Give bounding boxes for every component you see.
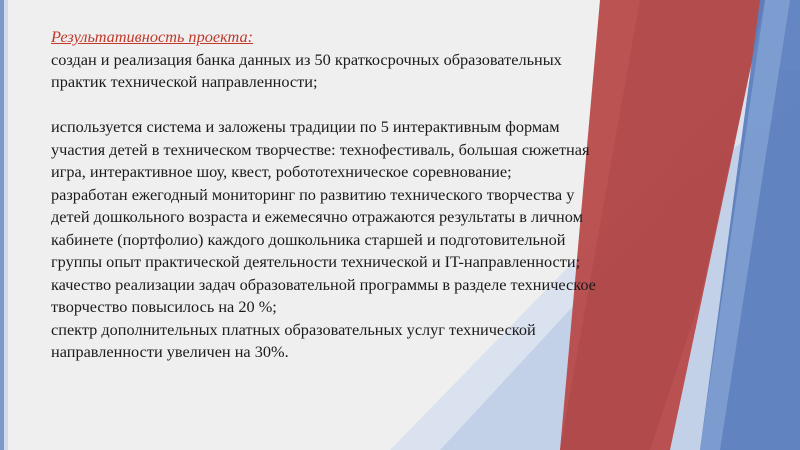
- text-line: игра, интерактивное шоу, квест, робототехническое соревнование;: [51, 162, 512, 181]
- text-line: детей дошкольного возраста и ежемесячно отражаются результаты в личном: [51, 207, 583, 226]
- text-line: творчество повысилось на 20 %;: [51, 297, 277, 316]
- text-line: спектр дополнительных платных образовательных услуг технической: [51, 319, 536, 339]
- text-line: разработан ежегодный мониторинг по развитию технического творчества у: [51, 184, 575, 204]
- slide-text: [51, 26, 751, 364]
- text-line: участия детей в техническом творчестве: технофестиваль, большая сюжетная: [51, 139, 590, 159]
- left-blue-stripe: [0, 0, 4, 450]
- text-line: кабинете (портфолио) каждого дошкольника старшей и подготовительной: [51, 229, 566, 249]
- text-line: направленности увеличен на 30%.: [51, 342, 289, 361]
- left-light-stripe: [4, 0, 8, 450]
- text-line: практик технической направленности;: [51, 72, 318, 91]
- text-line: группы опыт практической деятельности технической и IT-направленности;: [51, 252, 581, 271]
- text-line: качество реализации задач образовательной программы в разделе техническое: [51, 274, 596, 294]
- paragraph-gap: [51, 94, 751, 117]
- slide-heading: Результативность проекта:: [51, 27, 254, 46]
- text-line: создан и реализация банка данных из 50 краткосрочных образовательных: [51, 49, 562, 69]
- text-line: используется система и заложены традиции по 5 интерактивным формам: [51, 117, 560, 136]
